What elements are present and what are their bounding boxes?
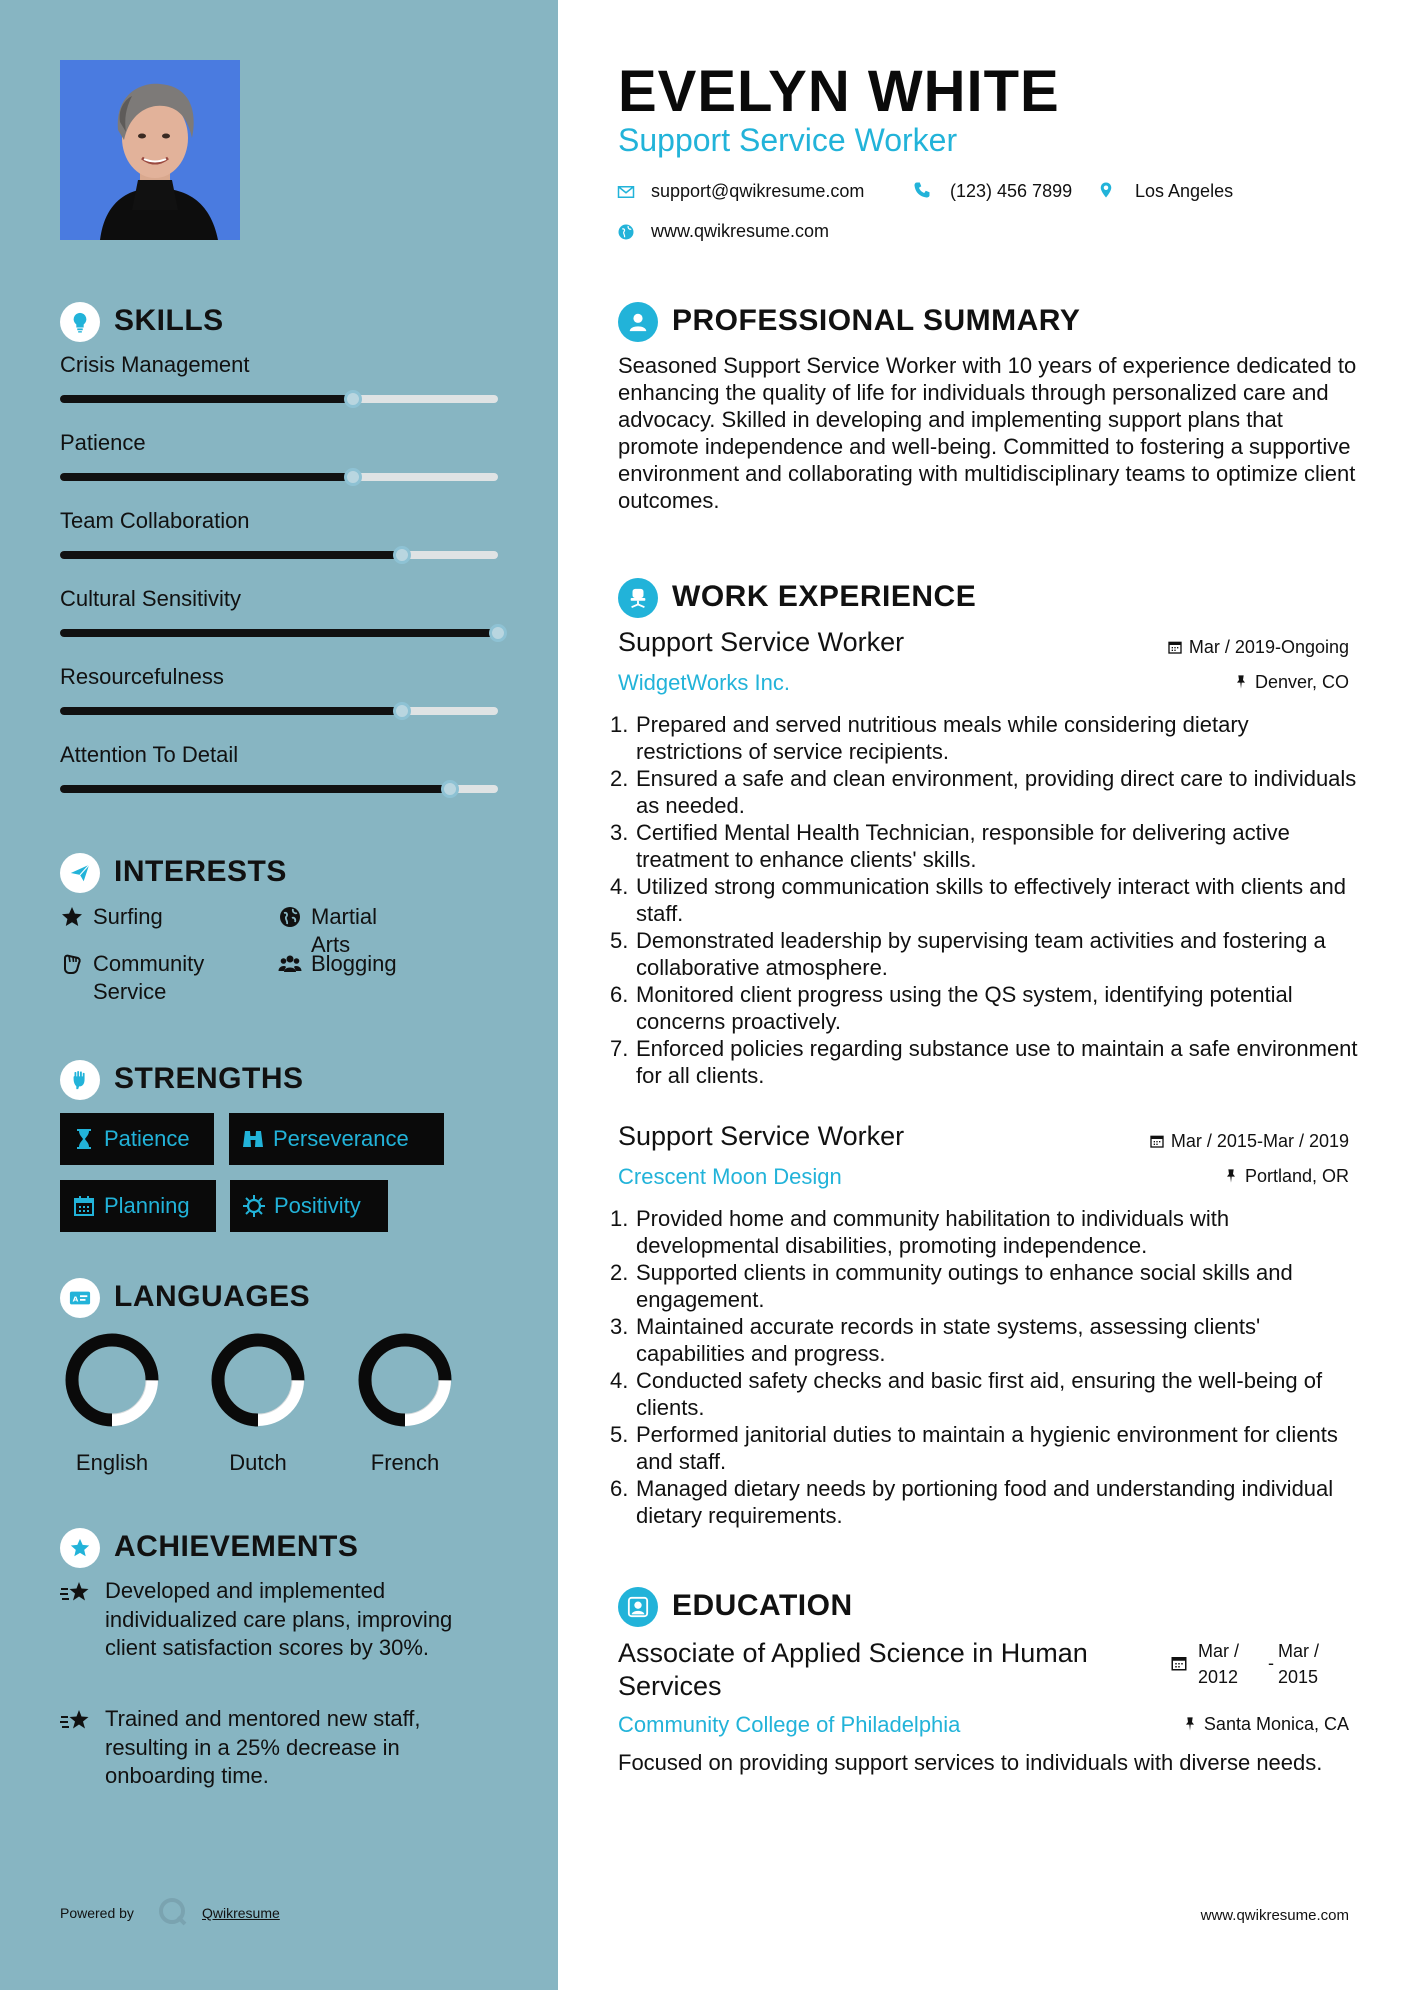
language-gauge (64, 1332, 160, 1428)
language-gauge (210, 1332, 306, 1428)
strength-badge (230, 1180, 388, 1232)
languages-title: LANGUAGES (114, 1280, 311, 1313)
calendar-icon (1149, 1133, 1165, 1149)
interest-label: Martial Arts (311, 904, 378, 957)
skill-bar-knob (489, 624, 507, 642)
skill-bar (60, 395, 498, 403)
job-location-text: Denver, CO (1254, 672, 1349, 692)
skill-label: Attention To Detail (60, 742, 239, 767)
skill-bar-knob (344, 390, 362, 408)
bullet-item: Maintained accurate records in state systems, assessing clients' capabilities and progress. (636, 1314, 1261, 1366)
location-text: Los Angeles (1135, 181, 1234, 201)
powered-by-label: Powered by (60, 1905, 134, 1921)
skill-bar (60, 707, 498, 715)
education-location (1182, 1714, 1349, 1735)
skill-bar (60, 629, 498, 637)
job-date (1167, 637, 1349, 658)
achievement-text: Trained and mentored new staff, resulting in a 25% decrease in onboarding time. (105, 1706, 421, 1788)
education-location-text: Santa Monica, CA (1203, 1714, 1349, 1734)
shooting-star-icon (60, 1581, 90, 1605)
strength-badge (60, 1180, 216, 1232)
phone-icon (913, 181, 931, 199)
globe-icon (617, 223, 635, 241)
skill-label: Resourcefulness (60, 664, 224, 689)
strength-label: Patience (104, 1126, 190, 1151)
skill-bar (60, 551, 498, 559)
calendar-icon (72, 1194, 96, 1218)
paper-plane-icon (60, 853, 100, 893)
skill-bar-fill (60, 551, 402, 559)
email-link[interactable]: support@qwikresume.com (651, 181, 865, 201)
strength-badge (60, 1113, 214, 1165)
bullet-item: Demonstrated leadership by supervising team activities and fostering a collaborative atmosphere. (636, 928, 1326, 980)
education-title: EDUCATION (672, 1589, 853, 1622)
skill-bar-knob (344, 468, 362, 486)
graduate-icon (618, 1587, 658, 1627)
strengths-title: STRENGTHS (114, 1062, 304, 1095)
strength-badge (229, 1113, 444, 1165)
star-badge-icon (60, 1528, 100, 1568)
fist-icon (60, 1060, 100, 1100)
job-bullets (618, 711, 1358, 1089)
bullet-item: Provided home and community habilitation to individuals with developmental disabilities, promoting independence. (636, 1206, 1230, 1258)
users-icon (278, 952, 302, 976)
job-date (1149, 1131, 1349, 1152)
candidate-name: EVELYN WHITE (618, 59, 1060, 124)
qwikresume-logo-icon (158, 1897, 188, 1927)
skill-bar (60, 473, 498, 481)
pushpin-icon (1233, 674, 1249, 690)
language-card-icon (60, 1278, 100, 1318)
skill-bar-knob (393, 546, 411, 564)
experience-title: WORK EXPERIENCE (672, 580, 977, 613)
skill-bar-fill (60, 473, 353, 481)
bullet-item: Ensured a safe and clean environment, providing direct care to individuals as needed. (636, 766, 1357, 818)
skill-bar-fill (60, 785, 450, 793)
language-gauge (357, 1332, 453, 1428)
calendar-icon (1167, 639, 1183, 655)
envelope-icon (617, 183, 635, 201)
education-end-date: Mar / 2015 (1278, 1641, 1320, 1687)
language-label: Dutch (229, 1450, 287, 1475)
summary-title: PROFESSIONAL SUMMARY (672, 304, 1081, 337)
skill-label: Team Collaboration (60, 508, 250, 533)
job-location (1233, 672, 1349, 693)
summary-text: Seasoned Support Service Worker with 10 years of experience dedicated to enhancing the quality of life for individuals through personalized care and advocacy. Skilled in developing and implementing support plans that promote independence and well-being. Committed to fostering a supportive environment and collaborating with multidisciplinary teams to optimize client outcomes. (618, 353, 1357, 513)
office-chair-icon (618, 578, 658, 618)
interest-label: Surfing (93, 904, 163, 929)
job-title: Support Service Worker (618, 1121, 905, 1151)
education-description: Focused on providing support services to individuals with diverse needs. (618, 1750, 1323, 1775)
skills-title: SKILLS (114, 304, 224, 337)
bullet-item: Prepared and served nutritious meals while considering dietary restrictions of service recipients. (636, 712, 1249, 764)
language-label: English (75, 1450, 149, 1475)
hourglass-icon (72, 1127, 96, 1151)
job-date-text: Mar / 2019-Ongoing (1188, 637, 1349, 657)
education-start-date: Mar / 2012 (1198, 1641, 1240, 1687)
profile-photo (60, 60, 240, 240)
company-name: Crescent Moon Design (618, 1164, 842, 1189)
bullet-item: Managed dietary needs by portioning food and understanding individual dietary requirements. (636, 1476, 1334, 1528)
skill-bar-knob (441, 780, 459, 798)
interest-label: Blogging (311, 951, 397, 976)
lightbulb-icon (60, 302, 100, 342)
interests-title: INTERESTS (114, 855, 287, 888)
calendar-icon (1170, 1654, 1188, 1672)
pushpin-icon (1182, 1716, 1198, 1732)
hand-icon (60, 952, 84, 976)
sidebar (0, 0, 558, 1990)
user-icon (618, 302, 658, 342)
school-name: Community College of Philadelphia (618, 1712, 961, 1737)
bullet-item: Conducted safety checks and basic first aid, ensuring the well-being of clients. (636, 1368, 1323, 1420)
candidate-role: Support Service Worker (618, 122, 958, 158)
bullet-item: Performed janitorial duties to maintain a hygienic environment for clients and staff. (636, 1422, 1338, 1474)
skill-bar (60, 785, 498, 793)
strength-label: Positivity (274, 1193, 361, 1218)
skill-bar-knob (393, 702, 411, 720)
shooting-star-icon (60, 1709, 90, 1733)
strength-label: Planning (104, 1193, 190, 1218)
job-title: Support Service Worker (618, 627, 905, 657)
company-name: WidgetWorks Inc. (618, 670, 790, 695)
skill-label: Cultural Sensitivity (60, 586, 241, 611)
education-date-separator: - (1268, 1653, 1274, 1673)
degree-title: Associate of Applied Science in Human Services (618, 1638, 1088, 1701)
globe-icon (278, 905, 302, 929)
pushpin-icon (1223, 1168, 1239, 1184)
job-bullets (618, 1205, 1358, 1529)
svg-text:A: A (72, 1294, 79, 1304)
job-location-text: Portland, OR (1244, 1166, 1349, 1186)
job-location (1223, 1166, 1349, 1187)
strength-label: Perseverance (273, 1126, 409, 1151)
qwikresume-link[interactable]: Qwikresume (202, 1905, 280, 1921)
bullet-item: Certified Mental Health Technician, responsible for delivering active treatment to enhance clients' skills. (636, 820, 1290, 872)
skill-bar-fill (60, 707, 402, 715)
skill-bar-fill (60, 629, 498, 637)
bullet-item: Utilized strong communication skills to effectively interact with clients and staff. (636, 874, 1347, 926)
bullet-item: Enforced policies regarding substance use to maintain a safe environment for all clients. (636, 1036, 1358, 1088)
map-marker-icon (1097, 181, 1115, 199)
skill-label: Crisis Management (60, 352, 250, 377)
footer-website-link[interactable]: www.qwikresume.com (1200, 1907, 1349, 1924)
binoculars-icon (241, 1127, 265, 1151)
skill-bar-fill (60, 395, 353, 403)
bullet-item: Supported clients in community outings to enhance social skills and engagement. (636, 1260, 1293, 1312)
sun-icon (242, 1194, 266, 1218)
skill-label: Patience (60, 430, 146, 455)
language-label: French (370, 1450, 440, 1475)
website-link[interactable]: www.qwikresume.com (651, 221, 830, 241)
phone-number[interactable]: (123) 456 7899 (950, 181, 1073, 201)
achievement-text: Developed and implemented individualized care plans, improving client satisfaction scores by 30%. (105, 1578, 453, 1660)
job-date-text: Mar / 2015-Mar / 2019 (1170, 1131, 1349, 1151)
achievements-title: ACHIEVEMENTS (114, 1530, 359, 1563)
bullet-item: Monitored client progress using the QS system, identifying potential concerns proactively. (636, 982, 1293, 1034)
star-icon (60, 905, 84, 929)
interest-label: Community Service (93, 951, 205, 1004)
